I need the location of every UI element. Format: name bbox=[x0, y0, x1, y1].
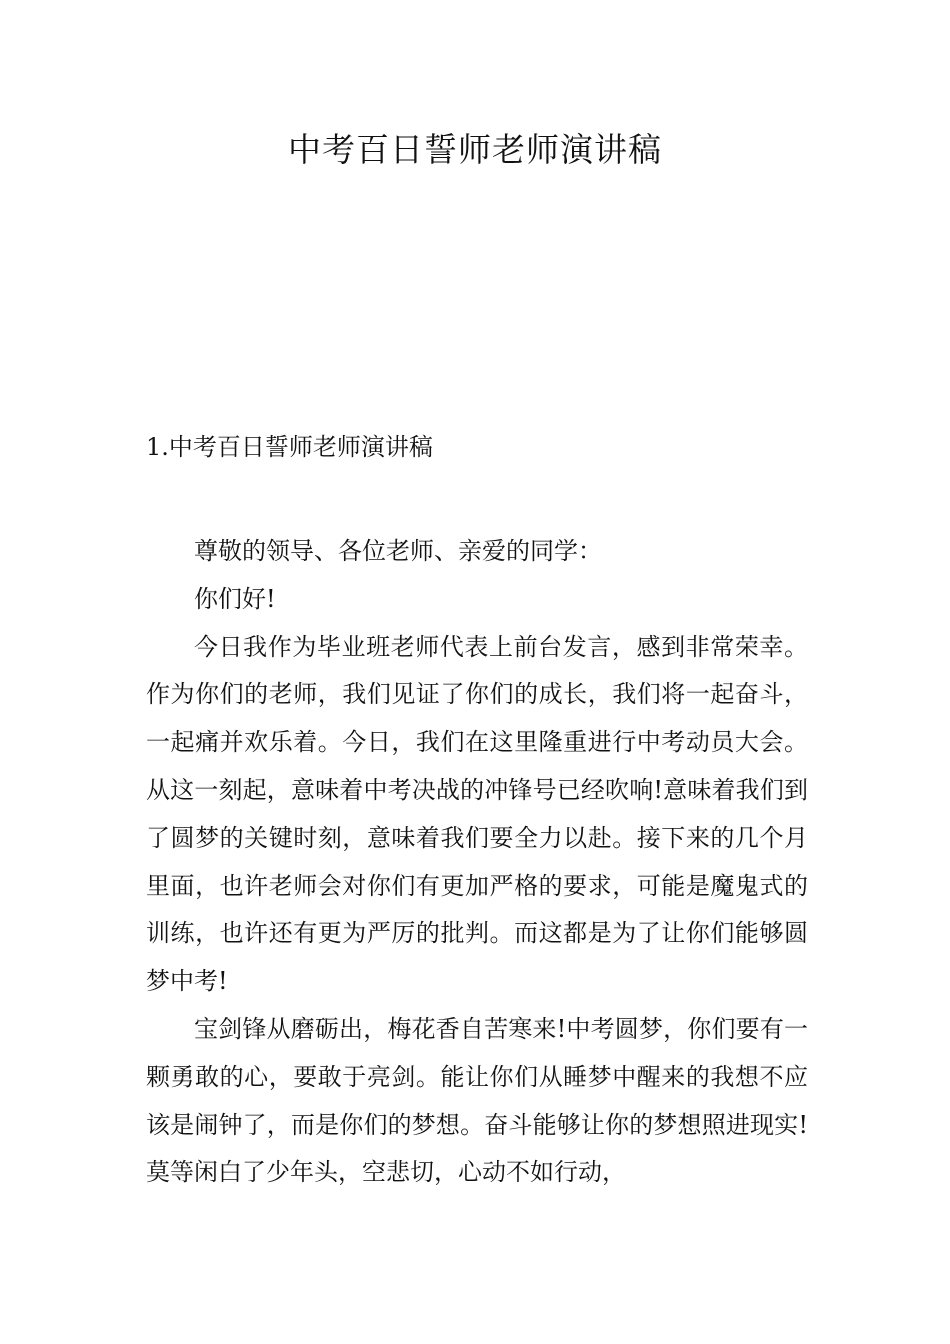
salutation-paragraph: 尊敬的领导、各位老师、亲爱的同学： bbox=[194, 537, 602, 565]
section-heading: 1.中考百日誓师老师演讲稿 bbox=[146, 433, 433, 461]
greeting-paragraph: 你们好! bbox=[194, 584, 276, 613]
body-paragraph: 宝剑锋从磨砺出，梅花香自苦寒来!中考圆梦，你们要有一颗勇敢的心，要敢于亮剑。能让你们从睡梦中醒来的我想不应该是闹钟了，而是你们的梦想。奋斗能够让你的梦想照进现实!莫等闲白了少年头，空悲切，心动不如行动， bbox=[146, 1014, 808, 1187]
document-title: 中考百日誓师老师演讲稿 bbox=[288, 130, 662, 169]
body-paragraph: 今日我作为毕业班老师代表上前台发言，感到非常荣幸。作为你们的老师，我们见证了你们的成长，我们将一起奋斗，一起痛并欢乐着。今日，我们在这里隆重进行中考动员大会。从这一刻起，意味着中考决战的冲锋号已经吹响!意味着我们到了圆梦的关键时刻，意味着我们要全力以赴。接下来的几个月里面，也许老师会对你们有更加严格的要求，可能是魔鬼式的训练，也许还有更为严厉的批判。而这都是为了让你们能够圆梦中考! bbox=[146, 632, 808, 996]
document-body bbox=[146, 528, 808, 1197]
